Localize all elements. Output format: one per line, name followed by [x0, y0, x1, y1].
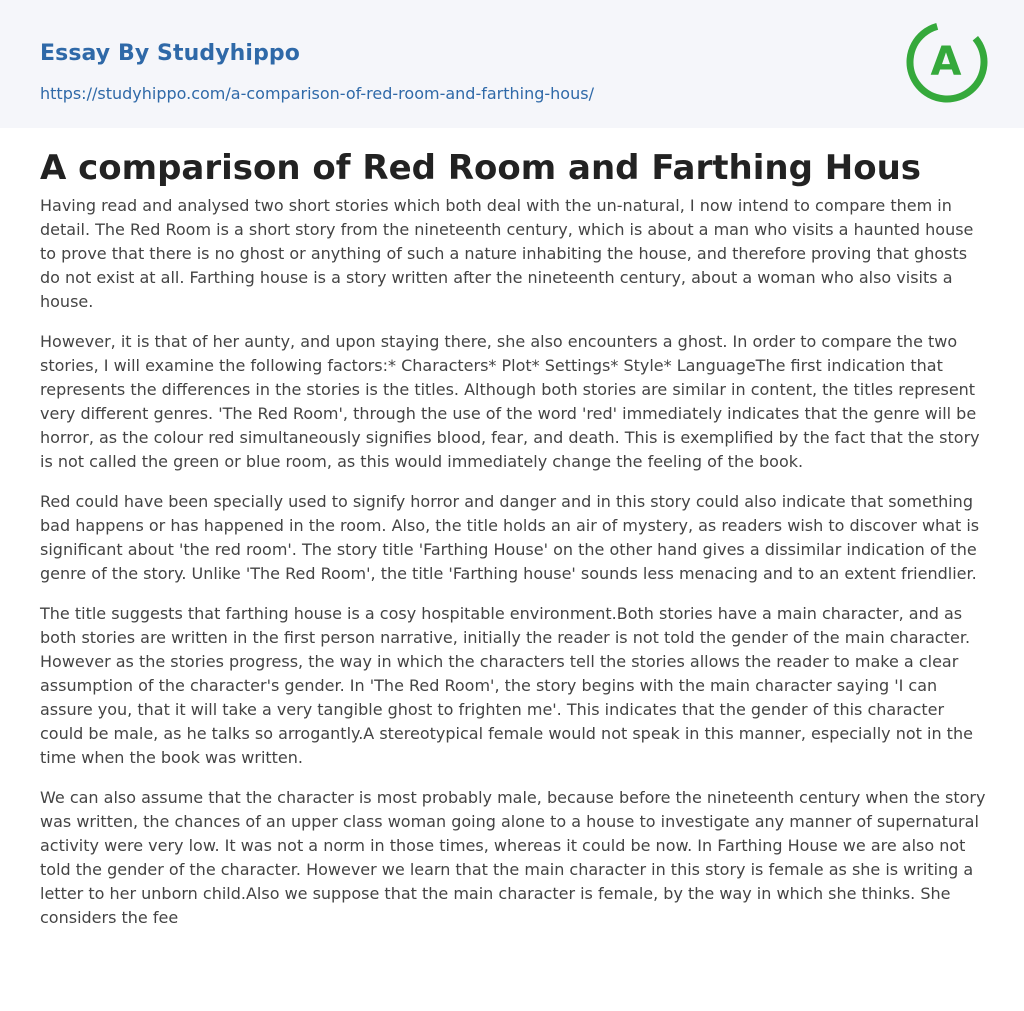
article-paragraph: Red could have been specially used to signify horror and danger and in this story could also indicate that something bad happens or has happened in the room. Also, the title holds an air of mystery, as readers wish to discover what is significant about 'the red room'. The story title 'Farthing House' on the other hand gives a dissimilar indication of the genre of the story. Unlike 'The Red Room', the title 'Farthing house' sounds less menacing and to an extent friendlier.	[40, 492, 980, 583]
article-paragraph: The title suggests that farthing house is a cosy hospitable environment.Both stories have a main character, and as both stories are written in the first person narrative, initially the reader is not told the gender of the main character. However as the stories progress, the way in which the characters tell the stories allows the reader to make a clear assumption of the character's gender. In 'The Red Room', the story begins with the main character saying 'I can assure you, that it will take a very tangible ghost to frighten me'. This indicates that the gender of this character could be male, as he talks so arrogantly.A stereotypical female would not speak in this manner, especially not in the time when the book was written.	[40, 604, 973, 767]
article-paragraph: However, it is that of her aunty, and upon staying there, she also encounters a ghost. In order to compare the two stories, I will examine the following factors:* Characters* Plot* Settings* Style* LanguageThe first indication that represents the differences in the stories is the titles. Although both stories are similar in content, the titles represent very different genres. 'The Red Room', through the use of the word 'red' immediately indicates that the genre will be horror, as the colour red simultaneously signifies blood, fear, and death. This is exemplified by the fact that the story is not called the green or blue room, as this would immediately change the feeling of the book.	[40, 332, 980, 471]
logo-letter: A	[930, 39, 962, 85]
source-url-link[interactable]: https://studyhippo.com/a-comparison-of-red-room-and-farthing-hous/	[40, 84, 594, 103]
studyhippo-logo[interactable]	[906, 16, 990, 108]
article-title: A comparison of Red Room and Farthing Hous	[40, 148, 922, 188]
brand-title[interactable]: Essay By Studyhippo	[40, 41, 300, 66]
site-header	[0, 0, 1024, 128]
article-body	[40, 194, 990, 946]
article-paragraph: We can also assume that the character is most probably male, because before the nineteenth century when the story was written, the chances of an upper class woman going alone to a house to investigate any manner of supernatural activity were very low. It was not a norm in those times, whereas it could be now. In Farthing House we are also not told the gender of the character. However we learn that the main character in this story is female as she is writing a letter to her unborn child.Also we suppose that the main character is female, by the way in which she thinks. She considers the fee	[40, 788, 986, 927]
article-paragraph: Having read and analysed two short stories which both deal with the un-natural, I now intend to compare them in detail. The Red Room is a short story from the nineteenth century, which is about a man who visits a haunted house to prove that there is no ghost or anything of such a nature inhabiting the house, and therefore proving that ghosts do not exist at all. Farthing house is a story written after the nineteenth century, about a woman who also visits a house.	[40, 196, 974, 311]
